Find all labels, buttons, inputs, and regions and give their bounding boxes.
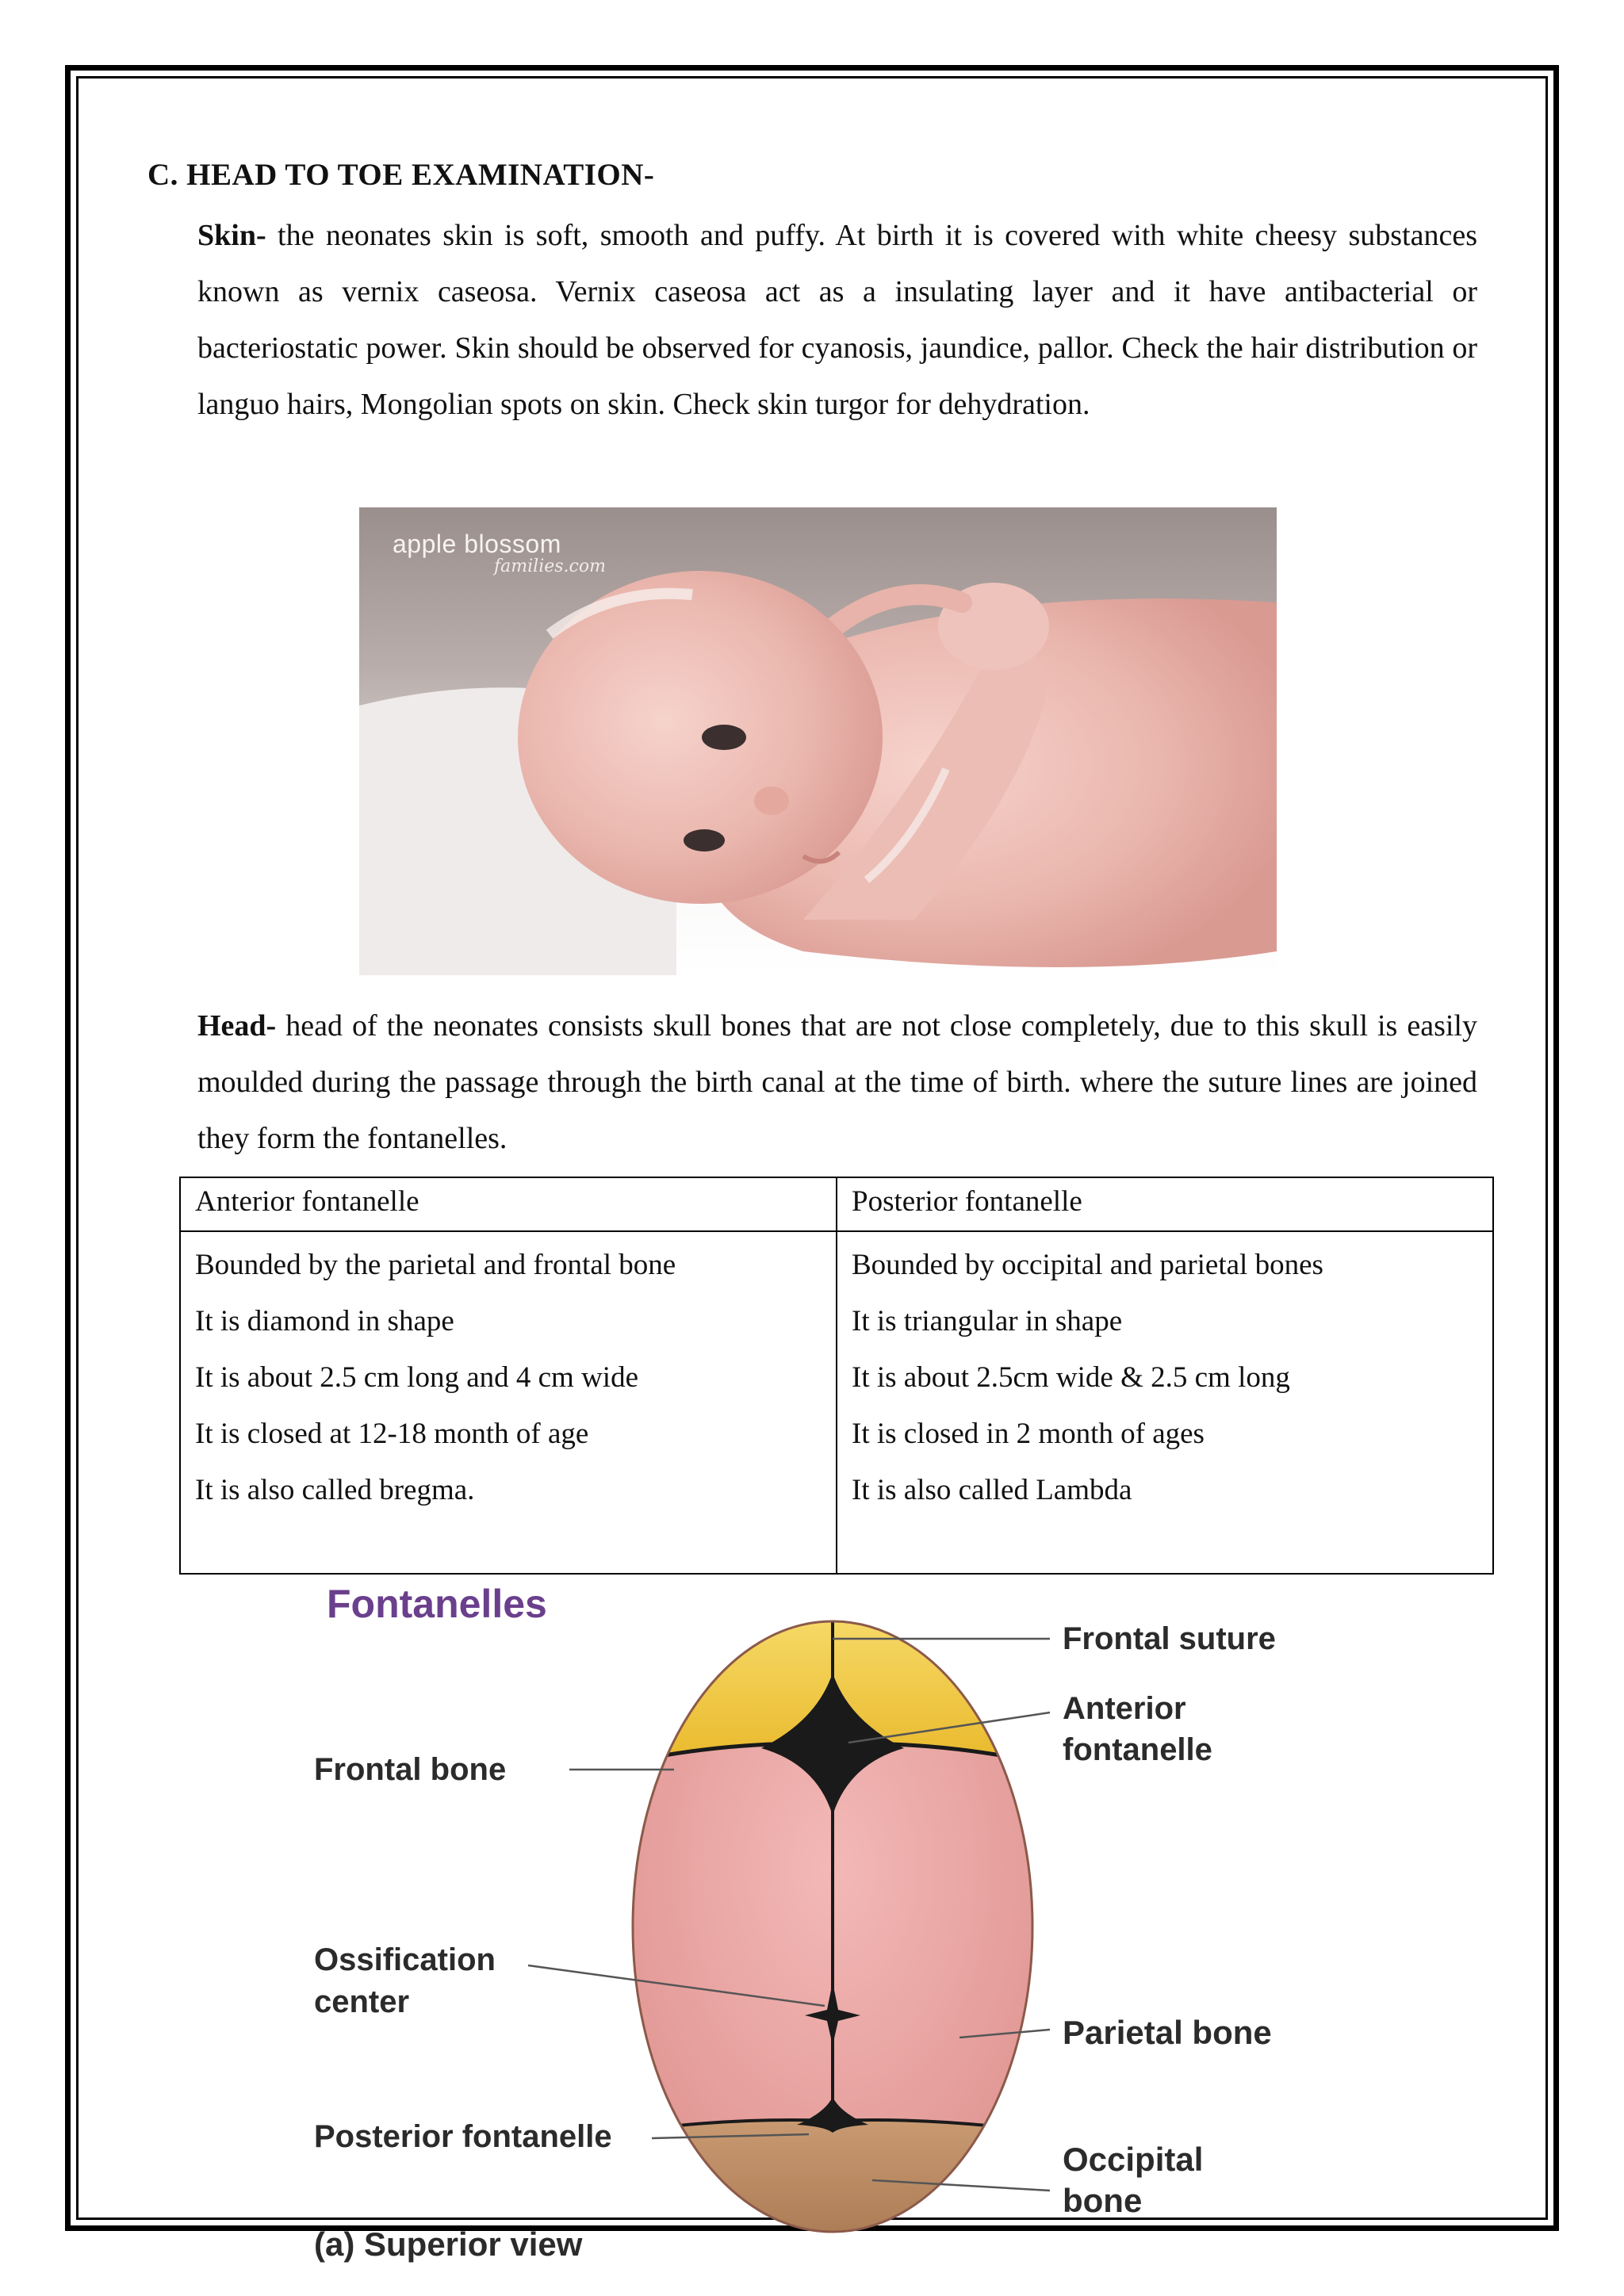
label-anterior-fontanelle-line2: fontanelle (1063, 1732, 1212, 1767)
table-header-row (180, 1177, 1493, 1231)
fontanelle-comparison-table (179, 1177, 1494, 1575)
head-paragraph (197, 998, 1477, 1167)
head-text: head of the neonates consists skull bones that are not close completely, due to this skull is easily moulded during the passage through the birth canal at the time of birth. where the suture lines are joined they form the fontanelles. (197, 1009, 1477, 1155)
label-anterior-fontanelle-line1: Anterior (1063, 1691, 1186, 1726)
posterior-fontanelle-cell (837, 1231, 1493, 1574)
label-occipital-bone-line1: Occipital (1063, 2141, 1204, 2178)
skin-text: the neonates skin is soft, smooth and puffy. At birth it is covered with white cheesy substances known as vernix caseosa. Vernix caseosa act as a insulating layer and it have antibacterial or bacteriostatic power. Skin should be observed for cyanosis, jaundice, pallor. Check the hair distribution or languo hairs, Mongolian spots on skin. Check skin turgor for dehydration. (197, 219, 1477, 421)
newborn-photo (359, 507, 1277, 975)
diagram-title: Fontanelles (327, 1582, 547, 1626)
fontanelles-diagram (301, 1578, 1332, 2291)
posterior-fact: Bounded by occipital and parietal bones (852, 1249, 1323, 1281)
anterior-fact: It is also called bregma. (195, 1474, 475, 1506)
section-heading: C. HEAD TO TOE EXAMINATION- (147, 158, 655, 192)
anterior-fact: It is diamond in shape (195, 1305, 454, 1337)
label-ossification-center-line2: center (314, 1984, 410, 2019)
label-occipital-bone-line2: bone (1063, 2182, 1143, 2219)
label-posterior-fontanelle: Posterior fontanelle (314, 2119, 612, 2154)
anterior-fontanelle-cell (180, 1231, 837, 1574)
skull-superior-view (301, 1578, 1332, 2291)
table-row (180, 1231, 1493, 1574)
skull (619, 1609, 1047, 2260)
posterior-fact: It is triangular in shape (852, 1305, 1123, 1337)
posterior-fact: It is closed in 2 month of ages (852, 1418, 1205, 1450)
label-ossification-center-line1: Ossification (314, 1942, 496, 1977)
label-frontal-bone: Frontal bone (314, 1752, 507, 1787)
table-header-posterior: Posterior fontanelle (837, 1177, 1493, 1231)
photo-watermark: apple blossom (393, 530, 561, 558)
photo-watermark-site: families.com (494, 557, 606, 576)
skin-label: Skin- (197, 219, 266, 252)
anterior-fact: It is closed at 12-18 month of age (195, 1418, 589, 1450)
posterior-fact: It is also called Lambda (852, 1474, 1132, 1506)
head-label: Head- (197, 1009, 277, 1043)
diagram-caption: (a) Superior view (314, 2225, 583, 2263)
posterior-fact: It is about 2.5cm wide & 2.5 cm long (852, 1361, 1290, 1394)
anterior-fact: Bounded by the parietal and frontal bone (195, 1249, 676, 1281)
skin-paragraph (197, 208, 1477, 433)
label-frontal-suture: Frontal suture (1063, 1621, 1276, 1656)
table-header-anterior: Anterior fontanelle (180, 1177, 837, 1231)
newborn-illustration (359, 507, 1277, 975)
anterior-fact: It is about 2.5 cm long and 4 cm wide (195, 1361, 639, 1394)
label-parietal-bone: Parietal bone (1063, 2014, 1272, 2051)
